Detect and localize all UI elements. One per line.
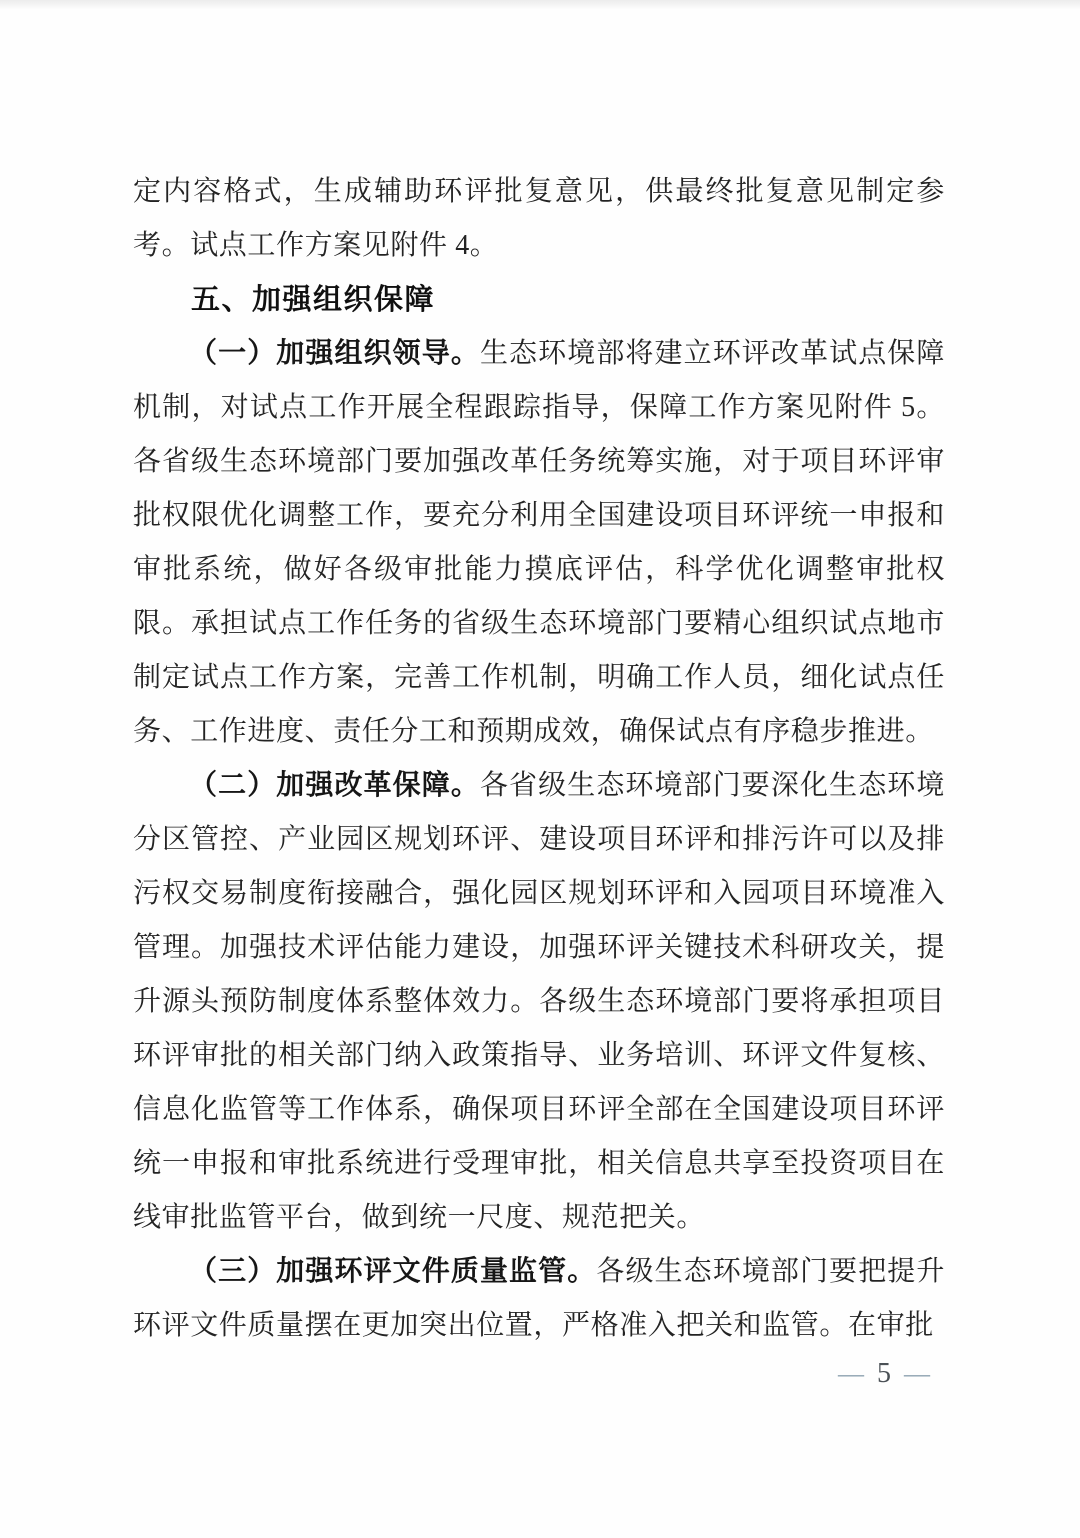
paragraph-1-text: 生态环境部将建立环评改革试点保障机制，对试点工作开展全程跟踪指导，保障工作方案见附件 5。各省级生态环境部门要加强改革任务统筹实施，对于项目环评审批权限优化调整工作，要充分利用全国建设项目环评统一申报和审批系统，做好各级审批能力摸底评估，科学优化调整审批权限。承担试点工作任务的省级生态环境部门要精心组织试点地市制定试点工作方案，完善工作机制，明确工作人员，细化试点任务、工作进度、责任分工和预期成效，确保试点有序稳步推进。 [133, 338, 945, 747]
footer-dash-right: — [904, 1359, 930, 1388]
page-number: 5 [877, 1358, 891, 1389]
paragraph-item-2 [133, 759, 945, 1245]
paragraph-item-3 [133, 1245, 945, 1353]
document-body [133, 165, 945, 1353]
paragraph-item-1 [133, 327, 945, 759]
page-footer [838, 1356, 930, 1392]
paragraph-1-lead: （一）加强组织领导。 [189, 338, 480, 369]
paragraph-3-lead: （三）加强环评文件质量监管。 [189, 1256, 597, 1287]
footer-dash-left: — [838, 1359, 864, 1388]
paragraph-2-lead: （二）加强改革保障。 [189, 770, 480, 801]
paragraph-3-text: 各级生态环境部门要把提升环评文件质量摆在更加突出位置，严格准入把关和监管。在审批 [133, 1256, 945, 1341]
scan-edge-shadow [0, 0, 1080, 10]
section-heading: 五、加强组织保障 [191, 284, 436, 316]
paragraph-continuation: 定内容格式，生成辅助环评批复意见，供最终批复意见制定参考。试点工作方案见附件 4。 [133, 176, 945, 261]
paragraph-2-text: 各省级生态环境部门要深化生态环境分区管控、产业园区规划环评、建设项目环评和排污许可以及排污权交易制度衔接融合，强化园区规划环评和入园项目环境准入管理。加强技术评估能力建设，加强环评关键技术科研攻关，提升源头预防制度体系整体效力。各级生态环境部门要将承担项目环评审批的相关部门纳入政策指导、业务培训、环评文件复核、信息化监管等工作体系，确保项目环评全部在全国建设项目环评统一申报和审批系统进行受理审批，相关信息共享至投资项目在线审批监管平台，做到统一尺度、规范把关。 [133, 770, 945, 1233]
